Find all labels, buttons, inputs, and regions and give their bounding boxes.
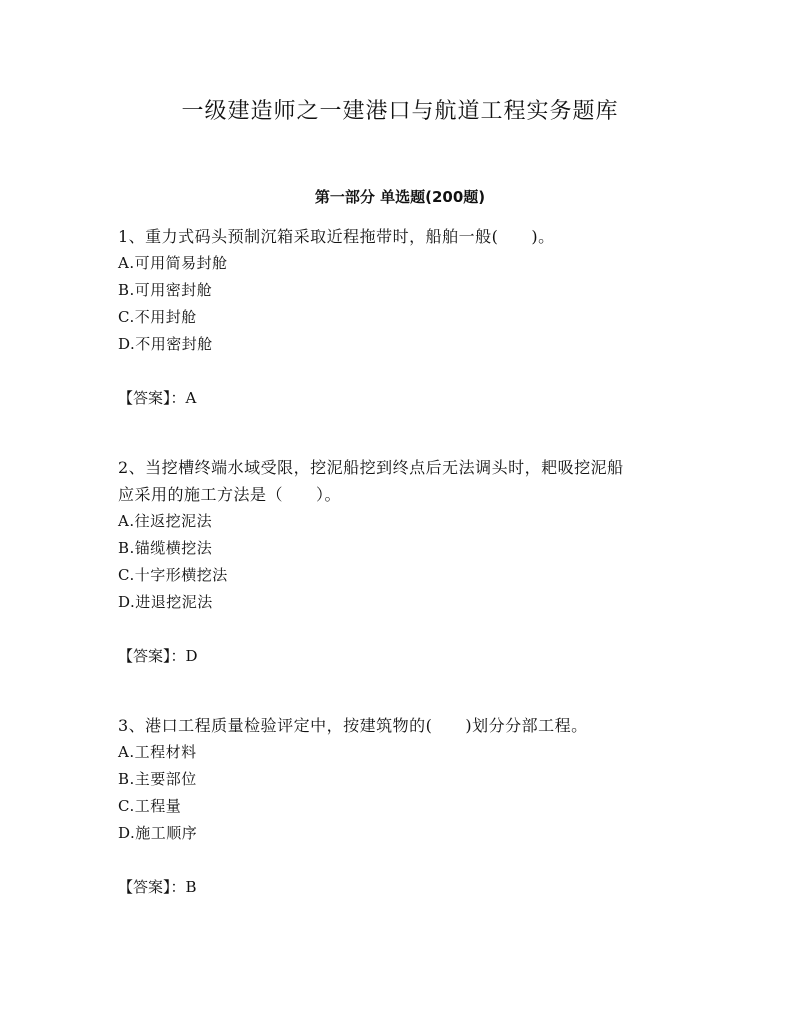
answer: 【答案】：A	[118, 389, 197, 407]
option-a: A.工程材料	[118, 743, 197, 761]
question-2	[118, 454, 698, 670]
question-1	[118, 223, 698, 412]
section-title: 第一部分 单选题(200题)	[314, 188, 486, 206]
question-stem: 2、当挖槽终端水域受限，挖泥船挖到终点后无法调头时，耙吸挖泥船	[118, 458, 624, 477]
option-c: C.十字形横挖法	[118, 566, 228, 584]
question-3	[118, 712, 698, 901]
option-d: D.进退挖泥法	[118, 593, 213, 611]
option-b: B.主要部位	[118, 770, 197, 788]
option-a: A.往返挖泥法	[118, 512, 213, 530]
option-d: D.施工顺序	[118, 824, 198, 842]
question-stem-continued: 应采用的施工方法是（ ）。	[118, 485, 342, 504]
option-a: A.可用简易封舱	[118, 254, 228, 272]
option-b: B.锚缆横挖法	[118, 539, 213, 557]
question-stem: 1、重力式码头预制沉箱采取近程拖带时，船舶一般( )。	[118, 227, 555, 246]
document-title: 一级建造师之一建港口与航道工程实务题库	[181, 99, 619, 124]
option-c: C.不用封舱	[118, 308, 197, 326]
answer: 【答案】：D	[118, 647, 198, 665]
option-c: C.工程量	[118, 797, 182, 815]
answer: 【答案】：B	[118, 878, 197, 896]
question-stem: 3、港口工程质量检验评定中，按建筑物的( )划分分部工程。	[118, 716, 588, 735]
option-d: D.不用密封舱	[118, 335, 213, 353]
option-b: B.可用密封舱	[118, 281, 213, 299]
